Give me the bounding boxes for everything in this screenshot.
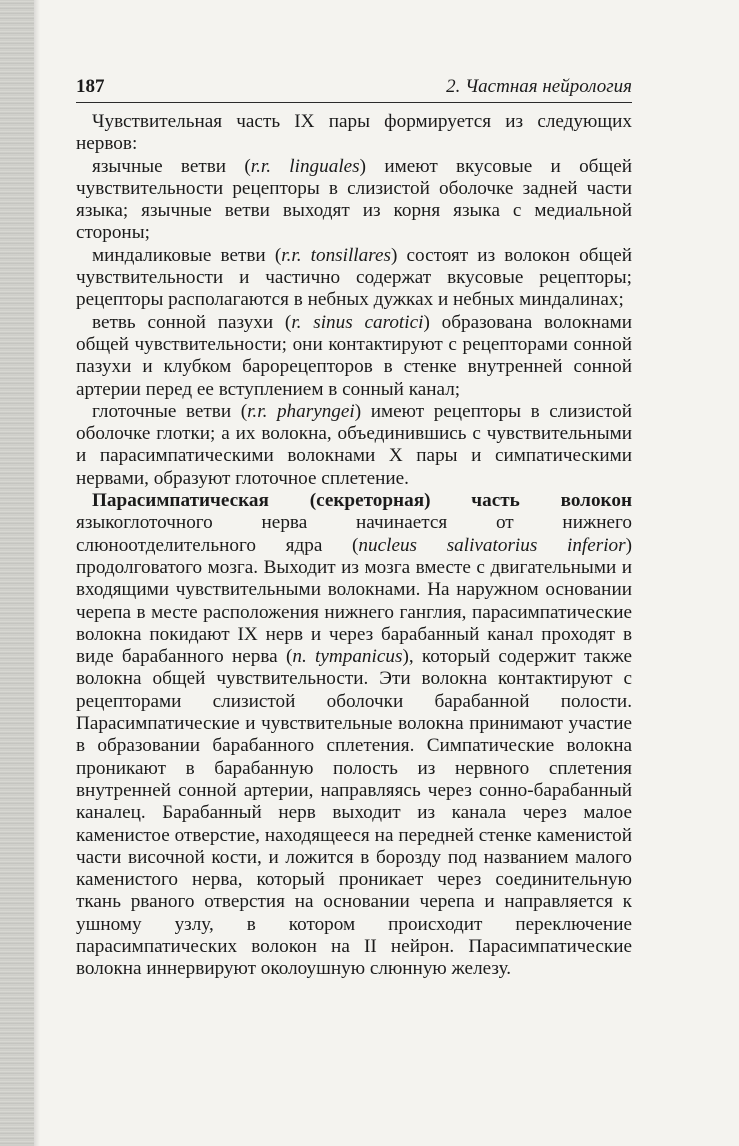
body-text bbox=[76, 111, 632, 981]
running-head: 2. Частная нейрология bbox=[446, 76, 632, 97]
text-segment: ) имеют рецепторы в слизистой оболочке глотки; а их волокна, объединившись с чувствительными и парасимпатическими волокнами X пары и симпатическими нервами, образуют глоточное сплетение. bbox=[76, 400, 632, 489]
paragraph-tonsillar-branches bbox=[76, 245, 632, 312]
text-segment: ветвь сонной пазухи ( bbox=[92, 311, 292, 333]
latin-term: r.r. tonsillares bbox=[281, 244, 391, 266]
latin-term: nucleus salivatorius inferior bbox=[358, 534, 626, 556]
page-number: 187 bbox=[76, 76, 105, 97]
page-header bbox=[76, 72, 632, 103]
text-segment: ) имеют вкусовые и общей чувствительности рецепторы в слизистой оболочке задней части языка; язычные ветви выходят из корня языка с медиальной стороны; bbox=[76, 155, 633, 244]
latin-term: r. sinus carotici bbox=[291, 311, 424, 333]
text-segment: ) продолговатого мозга. Выходит из мозга вместе с двигательными и входящими чувствительными волокнами. На наружном основании черепа в месте расположения нижнего ганглия, парасимпатические волокна покидают IX нерв и через барабанный канал проходят в виде барабанного нерва ( bbox=[76, 534, 633, 668]
text-segment: ) состоят из волокон общей чувствительности и частично содержат вкусовые рецепторы; рецепторы располагаются в небных дужках и небных миндалинах; bbox=[76, 244, 632, 311]
paragraph-lingual-branches bbox=[76, 156, 632, 245]
paragraph-carotid-sinus-branch bbox=[76, 312, 632, 401]
text-segment: языкоглоточного нерва начинается от нижнего слюноотделительного ядра ( bbox=[76, 512, 632, 556]
latin-term: n. tympanicus bbox=[292, 646, 403, 668]
text-segment: ) образована волокнами общей чувствительности; они контактируют с рецепторами сонной пазухи и клубком барорецепторов в стенке внутренней сонной артерии перед ее вступлением в сонный канал; bbox=[76, 311, 632, 400]
text-segment: язычные ветви ( bbox=[92, 155, 251, 177]
paragraph-pharyngeal-branches bbox=[76, 401, 632, 490]
text-segment: глоточные ветви ( bbox=[92, 400, 248, 422]
latin-term: r.r. linguales bbox=[250, 155, 360, 177]
text-segment: миндаликовые ветви ( bbox=[92, 244, 282, 266]
intro-text: Чувствительная часть IX пары формируется из следующих нервов: bbox=[76, 111, 632, 155]
paragraph-intro bbox=[76, 111, 632, 156]
latin-term: r.r. pharyngei bbox=[247, 400, 355, 422]
bold-heading: Парасимпатическая (секреторная) часть волокон bbox=[92, 490, 632, 512]
book-binding-edge bbox=[0, 0, 34, 1146]
text-segment: ), который содержит также волокна общей чувствительности. Эти волокна контактируют с рецепторами слизистой оболочки барабанной полости. Парасимпатические и чувствительные волокна принимают участие в образовании барабанного сплетения. Симпатические волокна проникают в барабанную полость из нервного сплетения внутренней сонной артерии, направляясь через сонно-барабанный каналец. Барабанный нерв выходит из канала через малое каменистое отверстие, находящееся на передней стенке каменистой части височной кости, и ложится в борозду под названием малого каменистого нерва, который проникает через соединительную ткань рваного отверстия на основании черепа и направляется к ушному узлу, в котором происходит переключение парасимпатических волокон на II нейрон. Парасимпатические волокна иннервируют околоушную слюнную железу. bbox=[76, 646, 632, 980]
paragraph-parasympathetic bbox=[76, 490, 632, 981]
